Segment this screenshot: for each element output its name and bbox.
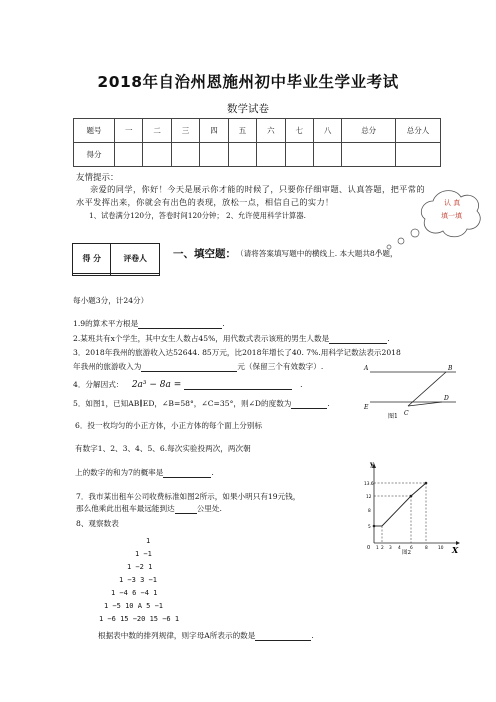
x-tick-4: 4 bbox=[398, 546, 401, 551]
triangle-row-5: 1 −4 6 −4 1 bbox=[111, 589, 158, 597]
x-axis-label: X bbox=[452, 545, 459, 555]
question-3-line-2 bbox=[73, 361, 323, 372]
q7-answer-blank[interactable] bbox=[175, 505, 197, 514]
score-blank[interactable] bbox=[396, 143, 441, 167]
score-cell: 七 bbox=[285, 119, 313, 143]
score-cell: 五 bbox=[228, 119, 256, 143]
score-cell: 八 bbox=[313, 119, 341, 143]
score-cell: 二 bbox=[143, 119, 171, 143]
q3-text: 年我州的旅游收入为 bbox=[73, 362, 142, 371]
triangle-row-4: 1 −3 3 −1 bbox=[119, 576, 157, 584]
question-2 bbox=[73, 333, 390, 344]
start-point bbox=[373, 525, 376, 528]
score-header-row bbox=[74, 119, 441, 143]
y-tick-5: 5 bbox=[368, 525, 371, 530]
tips-body-text: 亲爱的同学，你好！今天是展示你才能的时候了，只要你仔细审题、认真答题，把平常的水平发挥出来，你就会有出色的表现，放松一点，相信自己的实力！ bbox=[76, 184, 425, 207]
y-tick-13-6: 13.6 bbox=[364, 482, 374, 487]
score-table bbox=[73, 118, 441, 167]
question-5 bbox=[73, 398, 330, 409]
question-1 bbox=[73, 318, 225, 329]
exam-title: 2018年自治州恩施州初中毕业生学业考试 bbox=[97, 73, 399, 91]
question-6-line-1: 6．投一枚均匀的小正方体，小正方体的每个面上分别标 bbox=[75, 421, 263, 430]
q3-answer-blank[interactable] bbox=[141, 363, 237, 372]
score-blank[interactable] bbox=[200, 143, 228, 167]
cloud-text-1: 认 真 bbox=[444, 199, 461, 207]
grader-blank[interactable] bbox=[111, 273, 160, 275]
label-e: E bbox=[364, 404, 369, 411]
score-blank[interactable] bbox=[171, 143, 199, 167]
q7-text: 那么他乘此出租车最远能到达 bbox=[76, 504, 175, 513]
score-cell: 题号 bbox=[74, 119, 115, 143]
score-cell: 六 bbox=[257, 119, 285, 143]
triangle-row-7: 1 −6 15 −20 15 −6 1 bbox=[99, 615, 180, 623]
question-4 bbox=[73, 379, 303, 390]
score-blank[interactable] bbox=[143, 143, 171, 167]
q8-text: 根据表中数的排列规律，则字母A所表示的数是 bbox=[98, 631, 256, 640]
section-title: 一、填空题： bbox=[173, 248, 236, 260]
score-cell: 四 bbox=[200, 119, 228, 143]
grader-score-label: 得 分 bbox=[73, 244, 111, 274]
q4-text: 4．分解因式： bbox=[73, 380, 124, 389]
question-7-line-1: 7．我市某出租车公司收费标准如图2所示，如果小明只有19元钱， bbox=[76, 492, 301, 501]
exam-subtitle: 数学试卷 bbox=[227, 103, 269, 115]
x-tick-1: 1 bbox=[376, 546, 379, 551]
triangle-row-2: 1 −1 bbox=[135, 550, 152, 558]
score-blank[interactable] bbox=[115, 143, 143, 167]
score-cell: 总分人 bbox=[396, 119, 441, 143]
triangle-row-6: 1 −5 10 A 5 −1 bbox=[104, 602, 164, 610]
q2-text: 2.某班共有x个学生，其中女生人数占45%，用代数式表示该班的男生人数是 bbox=[73, 334, 330, 343]
score-cell: 一 bbox=[115, 119, 143, 143]
q4-end: . bbox=[300, 380, 303, 389]
q5-end: . bbox=[327, 399, 330, 408]
question-6-line-3 bbox=[75, 467, 214, 478]
score-cell: 总分 bbox=[342, 119, 396, 143]
q8-end: . bbox=[311, 631, 314, 640]
question-7-line-2 bbox=[76, 503, 222, 514]
graph-rising-segment-2 bbox=[411, 483, 426, 496]
score-blank[interactable] bbox=[228, 143, 256, 167]
q5-answer-blank[interactable] bbox=[291, 399, 330, 409]
figure-2-graph bbox=[364, 460, 464, 556]
question-8-ending bbox=[98, 630, 314, 641]
q6-answer-blank[interactable] bbox=[163, 468, 214, 478]
q6-end: . bbox=[211, 468, 214, 477]
score-blank[interactable] bbox=[313, 143, 341, 167]
y-tick-12: 12 bbox=[366, 495, 372, 500]
origin-label: 0 bbox=[367, 545, 371, 551]
q6-text: 上的数字的和为7的概率是 bbox=[75, 468, 164, 477]
label-b: B bbox=[448, 365, 453, 372]
grader-name-label: 评卷人 bbox=[111, 244, 160, 274]
tips-heading: 友情提示： bbox=[76, 173, 119, 183]
x-tick-10: 10 bbox=[438, 546, 444, 551]
question-8: 8、观察数表 bbox=[76, 519, 119, 528]
figure-2-caption: 图2 bbox=[402, 550, 411, 556]
y-tick-8: 8 bbox=[368, 509, 371, 514]
figure-1-diagram bbox=[362, 362, 462, 424]
q2-answer-blank[interactable] bbox=[329, 334, 390, 344]
q1-answer-blank[interactable] bbox=[138, 319, 225, 329]
q7-end: 公里处. bbox=[196, 504, 222, 513]
q1-text: 1.9的算术平方根是 bbox=[73, 319, 139, 328]
q4-expression: 2a³ − 8a = bbox=[131, 380, 182, 390]
section-note: （请将答案填写题中的横线上. 本大题共8小题， bbox=[236, 249, 398, 258]
score-cell: 三 bbox=[171, 119, 199, 143]
x-tick-3: 3 bbox=[389, 546, 392, 551]
question-6-line-2: 有数字1、2、3、4、5、6.每次实验投两次，两次朝 bbox=[75, 444, 251, 453]
x-tick-6: 6 bbox=[410, 546, 413, 551]
q4-answer-blank[interactable] bbox=[184, 381, 292, 390]
section-note-2: 每小题3分，计24分） bbox=[73, 296, 149, 305]
cloud-text-2: 填一填 bbox=[441, 212, 462, 220]
q3-end: 元（保留三个有效数字）. bbox=[237, 362, 324, 371]
question-3-line-1: 3．2018年我州的旅游收入达52644. 85万元，比2018年增长了40. 7%.用科学记数法表示2018 bbox=[73, 348, 401, 357]
label-d: D bbox=[444, 395, 449, 402]
line-cd bbox=[408, 402, 442, 406]
score-value-row bbox=[74, 143, 441, 167]
q5-text: 5．如图1，已知AB∥ED，∠B=58°，∠C=35°，则∠D的度数为 bbox=[73, 399, 292, 408]
score-blank[interactable] bbox=[342, 143, 396, 167]
q2-end: . bbox=[387, 334, 390, 343]
score-blank[interactable] bbox=[257, 143, 285, 167]
label-c: C bbox=[404, 410, 409, 417]
figure-1-caption: 图1 bbox=[388, 413, 398, 420]
grader-table bbox=[72, 243, 160, 276]
score-blank[interactable] bbox=[285, 143, 313, 167]
graph-rising-segment-1 bbox=[382, 496, 411, 526]
triangle-row-1: 1 bbox=[146, 537, 151, 545]
q1-end: . bbox=[222, 319, 225, 328]
q8-answer-blank[interactable] bbox=[255, 631, 314, 641]
x-tick-8: 8 bbox=[425, 546, 428, 551]
tips-rules: 1、试卷满分120分，答卷时间120分钟； 2、允许使用科学计算器. bbox=[89, 211, 306, 220]
x-tick-2: 2 bbox=[381, 546, 384, 551]
grader-blank[interactable] bbox=[73, 273, 111, 275]
y-axis-label: y bbox=[370, 460, 374, 468]
score-row-label: 得分 bbox=[74, 143, 115, 167]
line-bc bbox=[408, 372, 446, 406]
triangle-row-3: 1 −2 1 bbox=[127, 563, 153, 571]
label-a: A bbox=[364, 365, 369, 372]
